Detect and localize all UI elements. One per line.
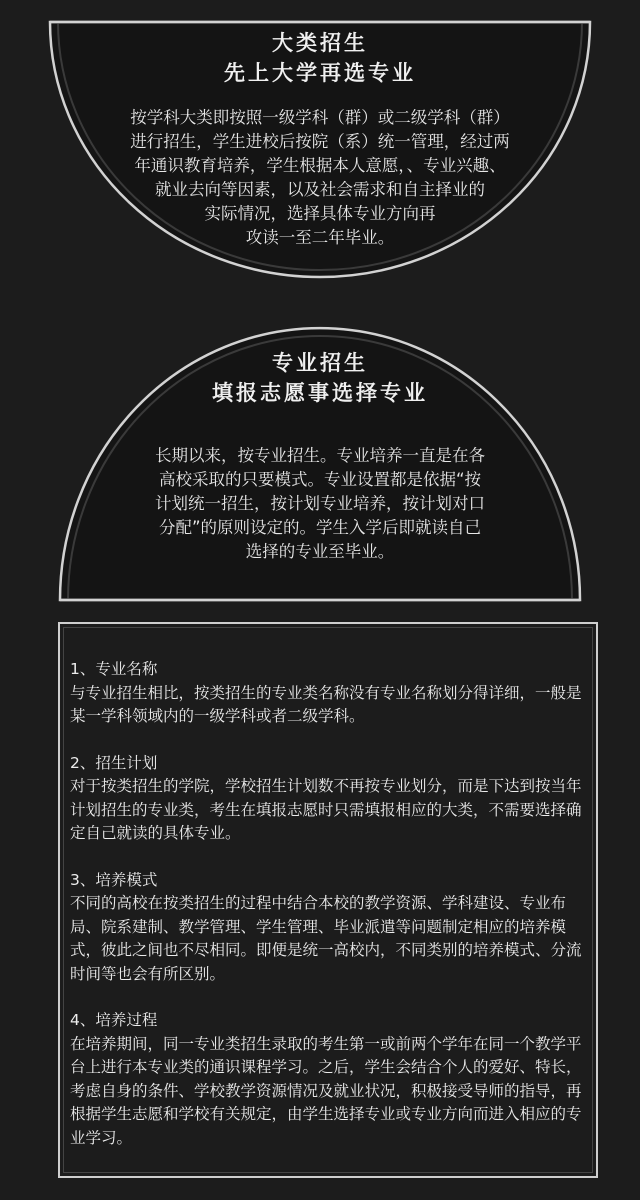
comparison-item xyxy=(70,1009,590,1150)
item-text: 对于按类招生的学院，学校招生计划数不再按专业划分，而是下达到按当年计划招生的专业类，考生在填报志愿时只需填报相应的大类，不需要选择确定自己就读的具体专业。 xyxy=(70,777,582,842)
section2-line: 计划统一招生，按计划专业培养，按计划对口 xyxy=(155,494,485,513)
section1-line: 进行招生，学生进校后按院（系）统一管理，经过两 xyxy=(130,132,510,151)
section2-line: 长期以来，按专业招生。专业培养一直是在各 xyxy=(155,446,485,465)
section-specialty-enrollment xyxy=(0,348,640,564)
item-text: 在培养期间，同一专业类招生录取的考生第一或前两个学年在同一个教学平台上进行本专业类的通识课程学习。之后，学生会结合个人的爱好、特长，考虑自身的条件、学校教学资源情况及就业状况，积极接受导师的指导，再根据学生志愿和学校有关规定，由学生选择专业或专业方向而进入相应的专业学习。 xyxy=(70,1034,582,1147)
section1-line: 按学科大类即按照一级学科（群）或二级学科（群） xyxy=(130,108,510,127)
item-title: 3、培养模式 xyxy=(70,870,158,889)
section-major-category-enrollment xyxy=(0,28,640,250)
comparison-item xyxy=(70,869,590,987)
item-text: 与专业招生相比，按类招生的专业类名称没有专业名称划分得详细，一般是某一学科领域内的一级学科或者二级学科。 xyxy=(70,683,582,725)
item-text: 不同的高校在按类招生的过程中结合本校的教学资源、学科建设、专业布局、院系建制、教学管理、学生管理、毕业派遣等问题制定相应的培养模式，彼此之间也不尽相同。即便是统一高校内，不同类别的培养模式、分流时间等也会有所区别。 xyxy=(70,894,582,983)
section1-body xyxy=(0,106,640,250)
item-title: 1、专业名称 xyxy=(70,660,158,678)
section2-title-line1: 专业招生 xyxy=(272,351,368,375)
comparison-item xyxy=(70,752,590,846)
item-title: 4、培养过程 xyxy=(70,1011,158,1029)
section1-title-line2: 先上大学再选专业 xyxy=(224,61,416,85)
section2-body xyxy=(0,444,640,564)
section2-line: 选择的专业至毕业。 xyxy=(245,542,395,561)
section1-line: 实际情况，选择具体专业方向再 xyxy=(204,204,436,223)
section2-line: 高校采取的只要模式。专业设置都是依据“按 xyxy=(158,470,482,489)
section2-line: 分配”的原则设定的。学生入学后即就读自己 xyxy=(158,518,482,537)
comparison-list xyxy=(70,658,590,1173)
section1-line: 就业去向等因素，以及社会需求和自主择业的 xyxy=(155,180,485,199)
section1-line: 攻读一至二年毕业。 xyxy=(245,228,395,247)
section1-line: 年通识教育培养，学生根据本人意愿，、专业兴趣、 xyxy=(134,156,506,175)
item-title: 2、招生计划 xyxy=(70,753,158,772)
section2-title-line2: 填报志愿事选择专业 xyxy=(212,381,428,405)
comparison-item xyxy=(70,658,590,729)
section1-title-line1: 大类招生 xyxy=(272,31,368,55)
